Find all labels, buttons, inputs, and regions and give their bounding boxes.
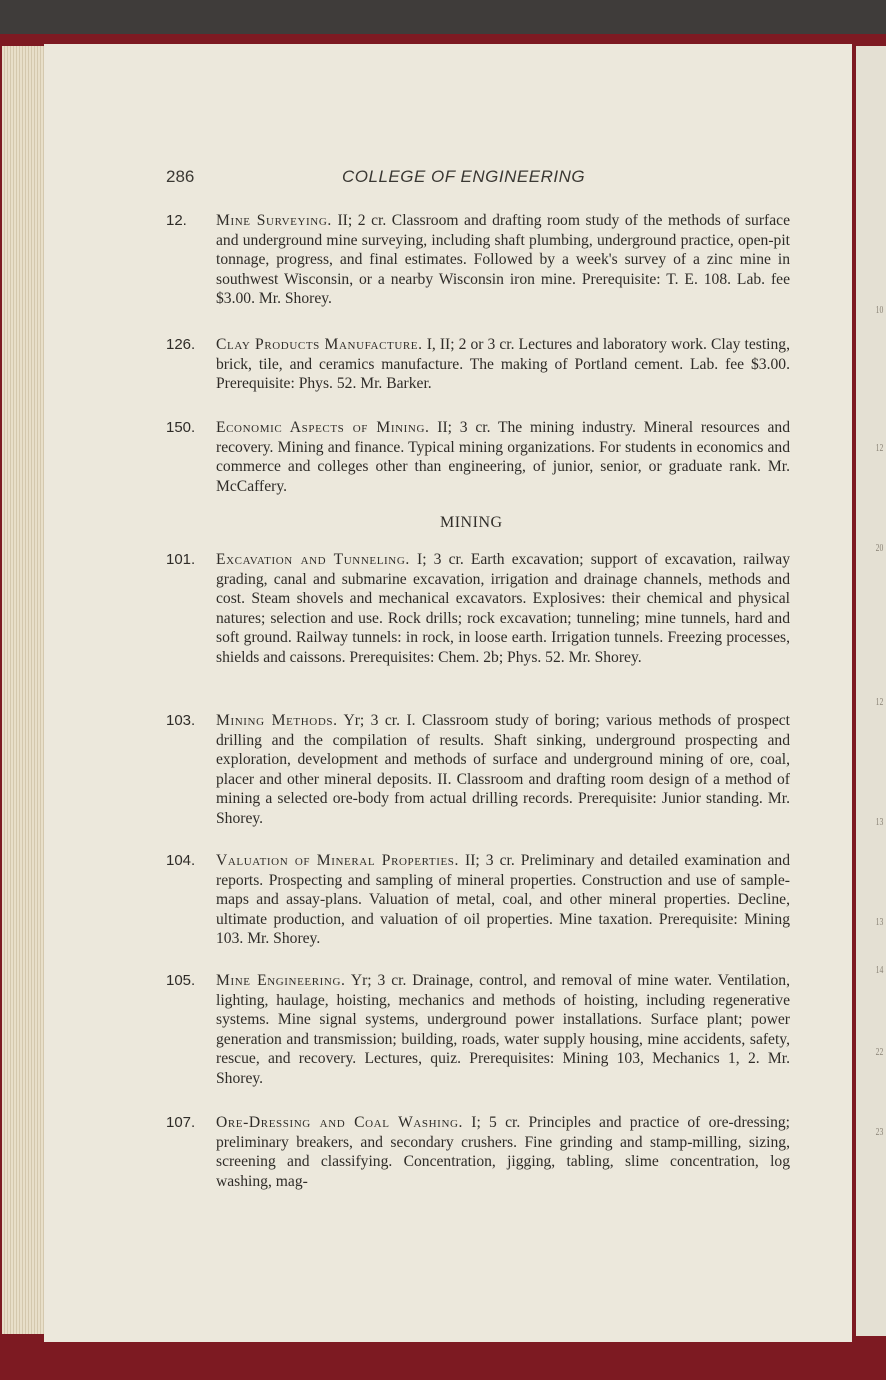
course-number: 126. <box>166 336 196 353</box>
course-text: I; 5 cr. Principles and practice of ore-dressing; preliminary breakers, and secondary crushers. Fine grinding and stamp-milling, sizing, screening and classifying. Concentration, jigging, tabling, slime concentration, log washing, mag- <box>216 1114 790 1190</box>
course-description <box>216 971 790 1088</box>
course-title: Economic Aspects of Mining. <box>216 419 430 436</box>
adjacent-page-number: 20 <box>875 542 884 554</box>
page-stack-edge <box>2 46 46 1334</box>
running-title: COLLEGE OF ENGINEERING <box>342 167 586 186</box>
course-description <box>216 851 790 949</box>
adjacent-page-number: 12 <box>875 442 884 454</box>
course-number: 105. <box>166 972 196 989</box>
page-number: 286 <box>166 167 195 186</box>
adjacent-page-sliver <box>856 46 886 1336</box>
course-title: Clay Products Manufacture. <box>216 336 423 353</box>
course-description <box>216 711 790 828</box>
section-heading: MINING <box>440 514 503 531</box>
adjacent-page-number: 23 <box>875 1126 884 1138</box>
course-text: I, II; 2 or 3 cr. Lectures and laboratory work. Clay testing, brick, tile, and ceramics manufacture. The making of Portland cement. Lab. fee $3.00. Prerequisite: Phys. 52. Mr. Barker. <box>216 336 790 392</box>
course-text: II; 2 cr. Classroom and drafting room study of the methods of surface and underground mine surveying, including shaft plumbing, underground practice, open-pit tonnage, progress, and final estimates. Followed by a week's survey of a zinc mine in southwest Wisconsin, or a nearby Wisconsin iron mine. Prerequisite: T. E. 108. Lab. fee $3.00. Mr. Shorey. <box>216 212 790 307</box>
course-number: 150. <box>166 419 196 436</box>
course-title: Excavation and Tunneling. <box>216 551 410 568</box>
course-text: Yr; 3 cr. Drainage, control, and removal of mine water. Ventilation, lighting, haulage, hoisting, mechanics and methods of hoisting, including regenerative systems. Mine signal systems, underground power installations. Surface plant; power generation and transmission; building, roads, water supply housing, mine accidents, safety, rescue, and recovery. Lectures, quiz. Prerequisites: Mining 103, Mechanics 1, 2. Mr. Shorey. <box>216 972 790 1087</box>
course-number: 103. <box>166 712 196 729</box>
course-text: II; 3 cr. The mining industry. Mineral resources and recovery. Mining and finance. Typical mining organizations. For students in economics and commerce and colleges other than engineering, of junior, senior, or graduate rank. Mr. McCaffery. <box>216 419 790 495</box>
course-number: 12. <box>166 212 187 229</box>
course-number: 101. <box>166 551 196 568</box>
course-title: Mine Surveying. <box>216 212 332 229</box>
adjacent-page-number: 13 <box>875 816 884 828</box>
course-description <box>216 335 790 394</box>
course-title: Mining Methods. <box>216 712 338 729</box>
course-text: I; 3 cr. Earth excavation; support of excavation, railway grading, canal and submarine excavation, irrigation and drainage channels, methods and cost. Steam shovels and mechanical excavators. Explosives: their chemical and physical natures; selection and use. Rock drills; rock excavation; tunneling; mine tunnels, hard and soft ground. Railway tunnels: in rock, in loose earth. Irrigation tunnels. Freezing processes, shields and caissons. Prerequisites: Chem. 2b; Phys. 52. Mr. Shorey. <box>216 551 791 666</box>
adjacent-page-number: 13 <box>875 916 884 928</box>
course-text: II; 3 cr. Preliminary and detailed examination and reports. Prospecting and sampling of mineral properties. Construction and use of sample-maps and assay-plans. Valuation of metal, coal, and other mineral properties. Decline, ultimate production, and valuation of oil properties. Mine taxation. Prerequisite: Mining 103. Mr. Shorey. <box>216 852 790 947</box>
course-description <box>216 418 790 496</box>
adjacent-page-number: 12 <box>875 696 884 708</box>
adjacent-page-number: 14 <box>875 964 884 976</box>
scanner-background <box>0 0 886 34</box>
course-description <box>216 211 790 309</box>
course-title: Ore-Dressing and Coal Washing. <box>216 1114 464 1131</box>
course-text: Yr; 3 cr. I. Classroom study of boring; various methods of prospect drilling and the compilation of results. Shaft sinking, underground prospecting and exploration, development and methods of surface and underground mining of ore, coal, placer and other mineral deposits. II. Classroom and drafting room design of a method of mining a selected ore-body from actual drilling records. Prerequisite: Junior standing. Mr. Shorey. <box>216 712 790 827</box>
adjacent-page-number: 22 <box>875 1046 884 1058</box>
course-number: 104. <box>166 852 196 869</box>
adjacent-page-number: 10 <box>875 304 884 316</box>
course-number: 107. <box>166 1114 196 1131</box>
course-description <box>216 550 790 667</box>
course-title: Valuation of Mineral Properties. <box>216 852 459 869</box>
course-description <box>216 1113 790 1191</box>
running-header <box>166 167 626 191</box>
course-title: Mine Engineering. <box>216 972 346 989</box>
